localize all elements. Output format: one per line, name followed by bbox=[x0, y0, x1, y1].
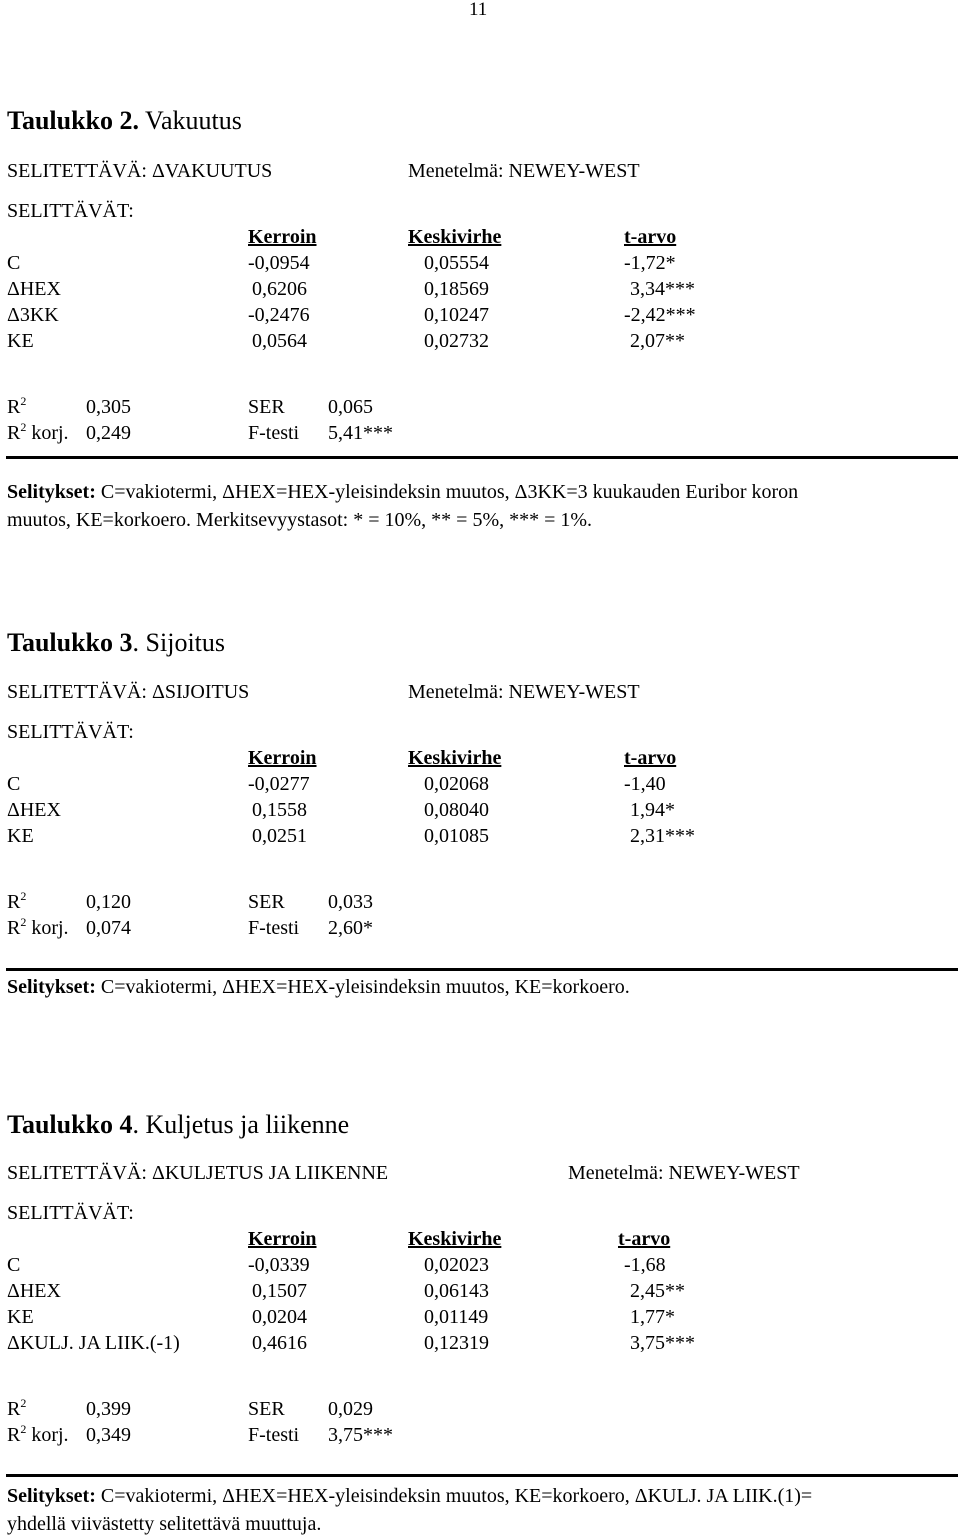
f-test-value: 5,41*** bbox=[328, 422, 393, 444]
adjusted-r-squared-label: $R^2$ korj. bbox=[7, 420, 69, 444]
row-coefficient: -0,0339 bbox=[248, 1254, 310, 1276]
row-variable: C bbox=[7, 252, 21, 274]
f-test-value: 2,60* bbox=[328, 917, 373, 939]
page-number: 11 bbox=[469, 0, 488, 20]
row-std-error: 0,02023 bbox=[424, 1254, 489, 1276]
row-std-error: 0,06143 bbox=[424, 1280, 489, 1302]
row-t-value: 3,75*** bbox=[630, 1332, 695, 1354]
r-squared-value: 0,305 bbox=[86, 396, 131, 418]
row-coefficient: -0,2476 bbox=[248, 304, 310, 326]
column-header-t-value: t-arvo bbox=[624, 747, 677, 769]
row-variable: ΔHEX bbox=[7, 1280, 61, 1302]
f-test-label: F-testi bbox=[248, 422, 300, 444]
row-t-value: 3,34*** bbox=[630, 278, 695, 300]
estimation-method: Menetelmä: NEWEY-WEST bbox=[408, 681, 640, 703]
ser-label: SER bbox=[248, 396, 285, 418]
r-squared-value: 0,120 bbox=[86, 891, 131, 913]
row-std-error: 0,05554 bbox=[424, 252, 489, 274]
row-coefficient: -0,0954 bbox=[248, 252, 310, 274]
column-header-t-value: t-arvo bbox=[618, 1228, 671, 1250]
row-t-value: 2,31*** bbox=[630, 825, 695, 847]
explanatory-label: SELITTÄVÄT: bbox=[7, 200, 134, 222]
row-t-value: -2,42*** bbox=[624, 304, 696, 326]
table-title: Taulukko 4. Kuljetus ja liikenne bbox=[7, 1110, 350, 1139]
row-variable: ΔHEX bbox=[7, 799, 61, 821]
column-header-t-value: t-arvo bbox=[624, 226, 677, 248]
table-note-continued: muutos, KE=korkoero. Merkitsevyystasot: * = 10%, ** = 5%, *** = 1%. bbox=[7, 509, 593, 531]
row-coefficient: -0,0277 bbox=[248, 773, 310, 795]
row-variable: C bbox=[7, 1254, 21, 1276]
dependent-variable: SELITETTÄVÄ: ΔSIJOITUS bbox=[7, 681, 250, 703]
r-squared-label: $R^2$ bbox=[7, 889, 27, 913]
row-std-error: 0,01149 bbox=[424, 1306, 489, 1328]
row-std-error: 0,08040 bbox=[424, 799, 489, 821]
row-variable: ΔKULJ. JA LIIK.(-1) bbox=[7, 1332, 180, 1354]
column-header-std-error: Keskivirhe bbox=[408, 226, 502, 248]
column-header-coefficient: Kerroin bbox=[248, 747, 317, 769]
f-test-label: F-testi bbox=[248, 917, 300, 939]
f-test-label: F-testi bbox=[248, 1424, 300, 1446]
ser-value: 0,065 bbox=[328, 396, 373, 418]
row-std-error: 0,01085 bbox=[424, 825, 489, 847]
row-t-value: 2,45** bbox=[630, 1280, 685, 1302]
divider-rule bbox=[6, 456, 958, 459]
r-squared-label: $R^2$ bbox=[7, 1396, 27, 1420]
adjusted-r-squared-value: 0,074 bbox=[86, 917, 131, 939]
ser-label: SER bbox=[248, 891, 285, 913]
adjusted-r-squared-label: $R^2$ korj. bbox=[7, 1422, 69, 1446]
ser-label: SER bbox=[248, 1398, 285, 1420]
row-variable: C bbox=[7, 773, 21, 795]
column-header-std-error: Keskivirhe bbox=[408, 1228, 502, 1250]
row-variable: Δ3KK bbox=[7, 304, 59, 326]
row-t-value: 1,77* bbox=[630, 1306, 675, 1328]
table-note: Selitykset: C=vakiotermi, ΔHEX=HEX-yleisindeksin muutos, KE=korkoero. bbox=[7, 976, 630, 998]
column-header-std-error: Keskivirhe bbox=[408, 747, 502, 769]
row-variable: KE bbox=[7, 825, 34, 847]
ser-value: 0,033 bbox=[328, 891, 373, 913]
column-header-coefficient: Kerroin bbox=[248, 226, 317, 248]
row-coefficient: 0,1507 bbox=[252, 1280, 307, 1302]
row-std-error: 0,02732 bbox=[424, 330, 489, 352]
row-variable: KE bbox=[7, 1306, 34, 1328]
table-title: Taulukko 3. Sijoitus bbox=[7, 628, 226, 657]
row-coefficient: 0,6206 bbox=[252, 278, 307, 300]
adjusted-r-squared-value: 0,249 bbox=[86, 422, 131, 444]
ser-value: 0,029 bbox=[328, 1398, 373, 1420]
column-header-coefficient: Kerroin bbox=[248, 1228, 317, 1250]
explanatory-label: SELITTÄVÄT: bbox=[7, 721, 134, 743]
row-t-value: -1,68 bbox=[624, 1254, 666, 1276]
adjusted-r-squared-label: $R^2$ korj. bbox=[7, 915, 69, 939]
row-std-error: 0,02068 bbox=[424, 773, 489, 795]
dependent-variable: SELITETTÄVÄ: ΔVAKUUTUS bbox=[7, 160, 273, 182]
row-coefficient: 0,0564 bbox=[252, 330, 307, 352]
row-t-value: -1,72* bbox=[624, 252, 676, 274]
row-std-error: 0,10247 bbox=[424, 304, 489, 326]
row-variable: ΔHEX bbox=[7, 278, 61, 300]
row-variable: KE bbox=[7, 330, 34, 352]
row-std-error: 0,12319 bbox=[424, 1332, 489, 1354]
r-squared-label: $R^2$ bbox=[7, 394, 27, 418]
row-coefficient: 0,0251 bbox=[252, 825, 307, 847]
table-note: Selitykset: C=vakiotermi, ΔHEX=HEX-yleisindeksin muutos, KE=korkoero, ΔKULJ. JA LIIK.(1)= bbox=[7, 1485, 813, 1507]
table-title: Taulukko 2. Vakuutus bbox=[7, 106, 242, 135]
row-t-value: -1,40 bbox=[624, 773, 666, 795]
estimation-method: Menetelmä: NEWEY-WEST bbox=[568, 1162, 800, 1184]
adjusted-r-squared-value: 0,349 bbox=[86, 1424, 131, 1446]
row-coefficient: 0,0204 bbox=[252, 1306, 307, 1328]
explanatory-label: SELITTÄVÄT: bbox=[7, 1202, 134, 1224]
row-coefficient: 0,1558 bbox=[252, 799, 307, 821]
table-note-continued: yhdellä viivästetty selitettävä muuttuja. bbox=[7, 1513, 322, 1535]
divider-rule bbox=[6, 968, 958, 971]
table-note: Selitykset: C=vakiotermi, ΔHEX=HEX-yleisindeksin muutos, Δ3KK=3 kuukauden Euribor koron bbox=[7, 481, 799, 503]
divider-rule bbox=[6, 1474, 958, 1477]
row-std-error: 0,18569 bbox=[424, 278, 489, 300]
row-t-value: 2,07** bbox=[630, 330, 685, 352]
estimation-method: Menetelmä: NEWEY-WEST bbox=[408, 160, 640, 182]
dependent-variable: SELITETTÄVÄ: ΔKULJETUS JA LIIKENNE bbox=[7, 1162, 389, 1184]
f-test-value: 3,75*** bbox=[328, 1424, 393, 1446]
row-t-value: 1,94* bbox=[630, 799, 675, 821]
row-coefficient: 0,4616 bbox=[252, 1332, 307, 1354]
r-squared-value: 0,399 bbox=[86, 1398, 131, 1420]
